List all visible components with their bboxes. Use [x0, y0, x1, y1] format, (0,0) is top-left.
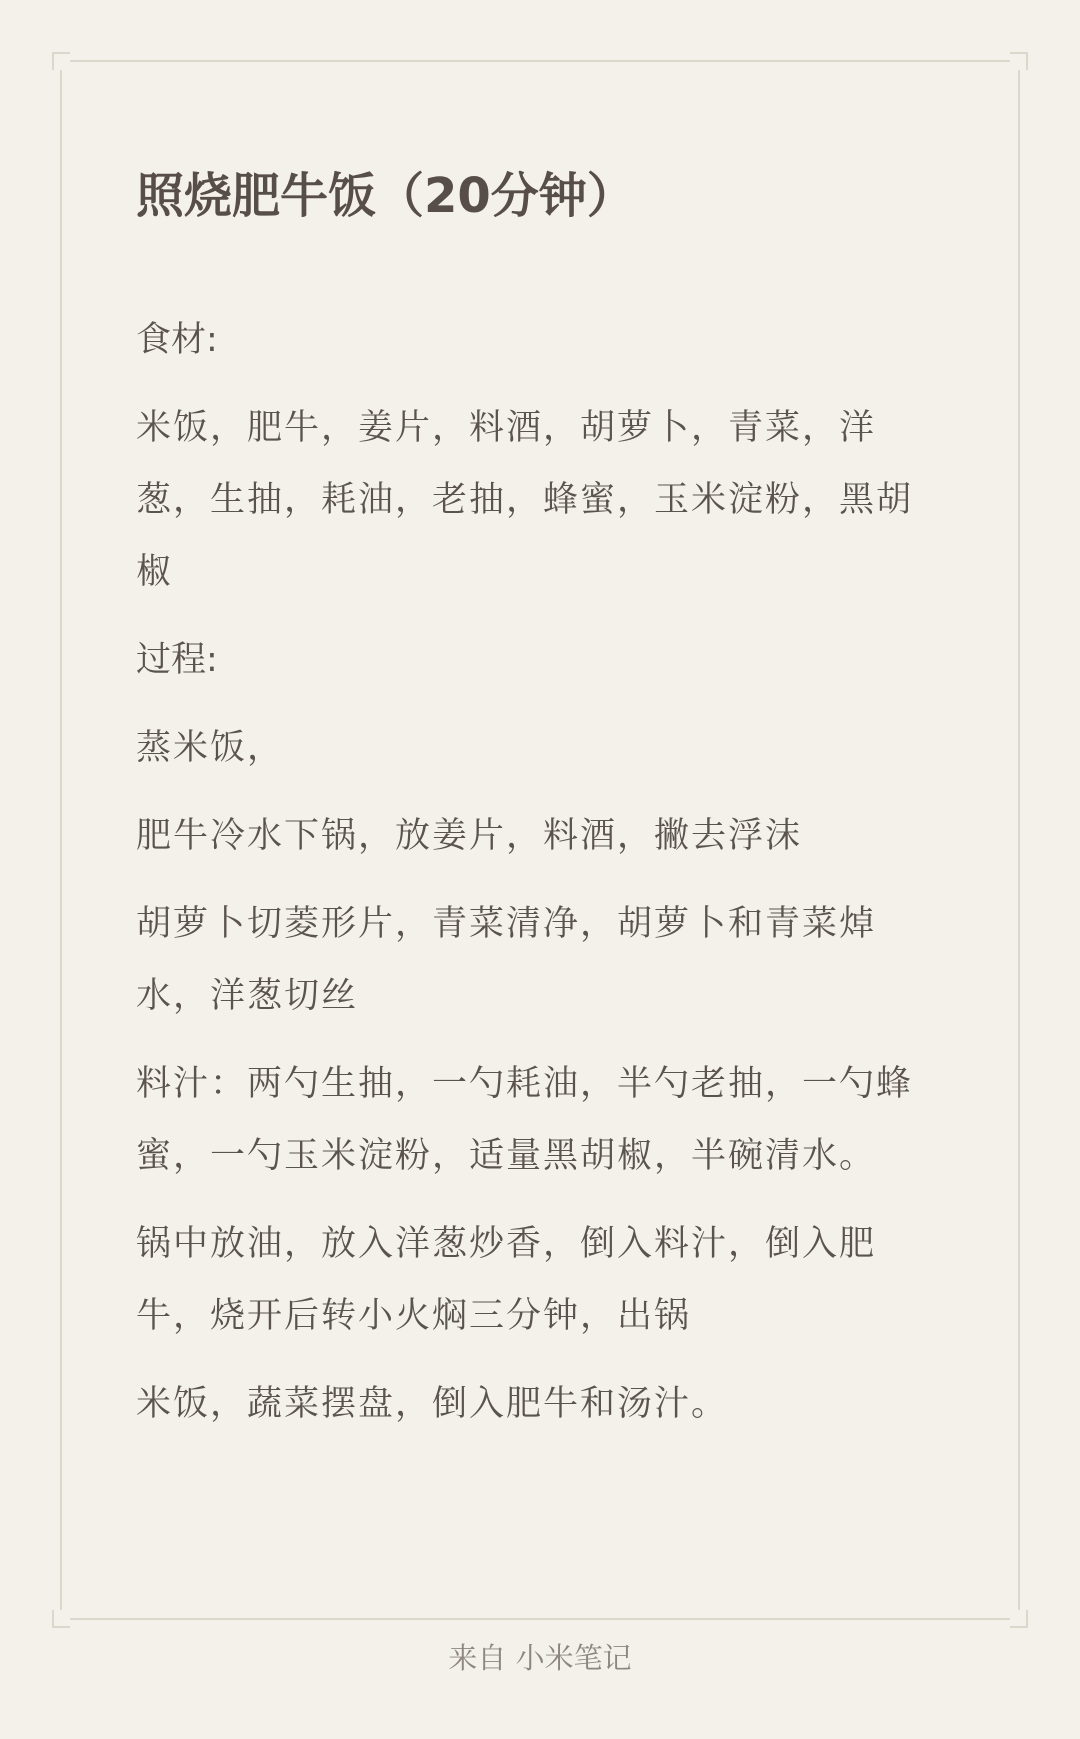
- frame-corner-ornament: [52, 1610, 70, 1628]
- frame-corner-ornament: [1010, 1610, 1028, 1628]
- note-title: 照烧肥牛饭（20分钟）: [136, 168, 635, 224]
- ingredients-text: 米饭，肥牛，姜片，料酒，胡萝卜，青菜，洋葱，生抽，耗油，老抽，蜂蜜，玉米淀粉，黑胡椒: [136, 407, 914, 592]
- process-label: 过程:: [136, 639, 218, 680]
- step-paragraph: 肥牛冷水下锅，放姜片，料酒，撇去浮沫: [136, 815, 803, 856]
- source-footer: 来自 小米笔记: [448, 1641, 632, 1675]
- note-content: [136, 168, 944, 1456]
- step-paragraph: 料汁：两勺生抽，一勺耗油，半勺老抽，一勺蜂蜜，一勺玉米淀粉，适量黑胡椒，半碗清水。: [136, 1063, 914, 1176]
- step-paragraph: 锅中放油，放入洋葱炒香，倒入料汁，倒入肥牛，烧开后转小火焖三分钟，出锅: [136, 1223, 877, 1336]
- step-paragraph: 米饭，蔬菜摆盘，倒入肥牛和汤汁。: [136, 1383, 729, 1424]
- frame-corner-ornament: [52, 52, 70, 70]
- ingredients-label: 食材:: [136, 319, 218, 360]
- step-paragraph: 蒸米饭，: [136, 727, 285, 768]
- frame-corner-ornament: [1010, 52, 1028, 70]
- step-paragraph: 胡萝卜切菱形片，青菜清净，胡萝卜和青菜焯水，洋葱切丝: [136, 903, 877, 1016]
